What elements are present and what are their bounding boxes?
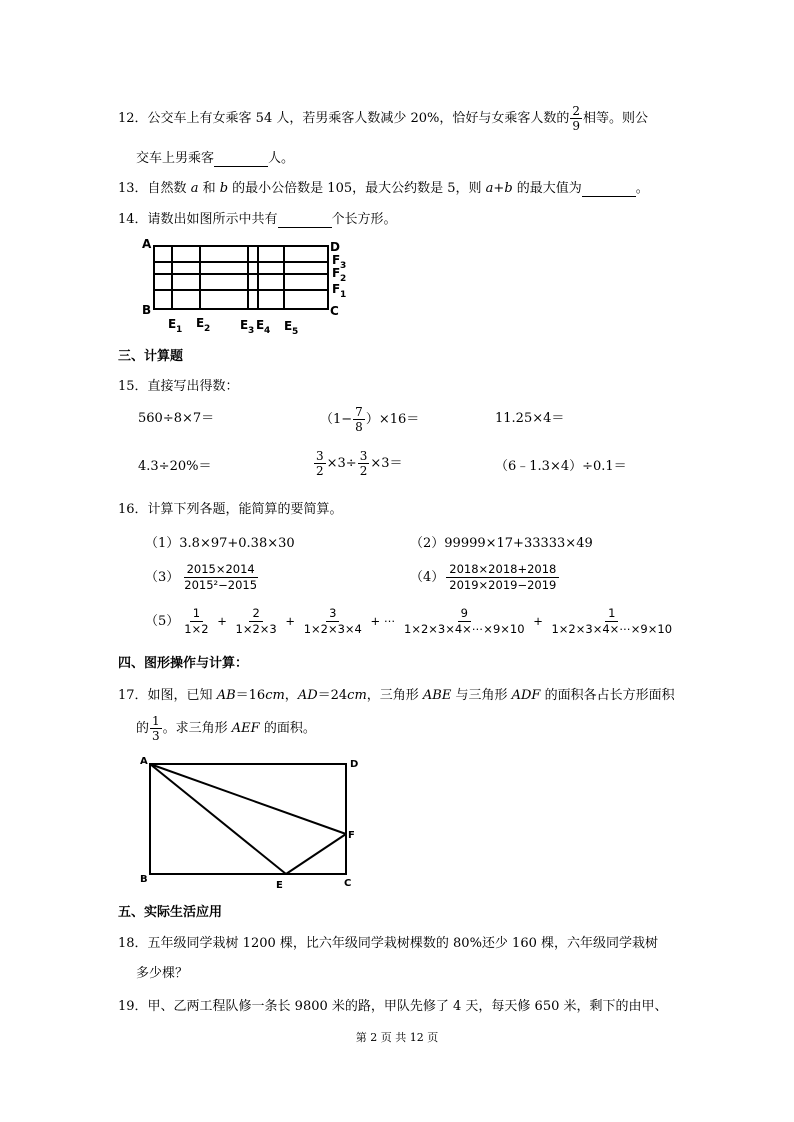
q16-part-3: （3） $\frac{2015\times 2014}{\text{2015²−2015}}$ (145, 562, 258, 592)
q17-label-f: F (348, 830, 355, 841)
q14-label-f1: F (332, 282, 341, 296)
q12-line1: 12．公交车上有女乘客 54 人，若男乘客人数减少 20%，恰好与女乘客人数的 $\frac{2}{9}$ 相等。则公 (118, 104, 649, 133)
q16-part-5: （5） $\frac{1}{1\times 2}$ + $\frac{2}{1\times 2\times 3}$ + $\frac{3}{1\times 2\times 3\times 4}$ + ⋯ $\frac{9}{1\times 2\times 3\times 4\times\cdots\times 9\times 10}$ + $\frac{1}{1\times 2\times 3\times 4\times\cdots\times 9\times 10}$ (145, 606, 673, 636)
q14-label-e2: E (196, 316, 205, 330)
q14-answer-blank[interactable] (278, 212, 332, 228)
svg-text:3: 3 (340, 261, 347, 271)
section-5-heading: 五、实际生活应用 (118, 905, 223, 920)
q16-part-1: （1）3.8×97+0.38×30 (145, 536, 295, 551)
q14-label-e1: E (168, 317, 177, 331)
q16-title: 16．计算下列各题，能简算的要简算。 (118, 502, 343, 517)
q19-line1: 19．甲、乙两工程队修一条长 9800 米的路，甲队先修了 4 天，每天修 650 米，剩下的由甲、 (118, 999, 668, 1014)
q14-rectangle-figure (138, 236, 358, 336)
q17-label-c: C (344, 878, 352, 889)
svg-text:4: 4 (264, 326, 271, 336)
q15-item-1: 560÷8×7＝ (138, 411, 215, 426)
q18-line2: 多少棵？ (136, 966, 189, 981)
q13-answer-blank[interactable] (582, 181, 636, 197)
q15-item-4: 4.3÷20%＝ (138, 459, 212, 474)
q15-item-5: $\frac{3}{2}$ ×3÷ $\frac{3}{2}$ ×3＝ (316, 449, 403, 478)
svg-text:3: 3 (248, 326, 255, 336)
q14-label-e4: E (256, 318, 265, 332)
q16-part-2: （2）99999×17+33333×49 (410, 536, 593, 551)
page-footer: 第 2 页 共 12 页 (355, 1031, 439, 1044)
q13-line: 13．自然数 a 和 b 的最小公倍数是 105，最大公约数是 5，则 a+b 的最大值为 。 (118, 181, 649, 196)
q15-item-6: （6﹣1.3×4）÷0.1＝ (495, 459, 627, 474)
q14-label-f3: F (332, 253, 341, 267)
q18-line1: 18．五年级同学栽树 1200 棵，比六年级同学栽树棵数的 80%还少 160 棵，六年级同学栽树 (118, 936, 658, 951)
q14-label-e5: E (284, 319, 293, 333)
q14-label-c: C (330, 304, 339, 318)
q14-label-a: A (142, 237, 152, 251)
svg-text:1: 1 (176, 325, 183, 335)
q14-label-f2: F (332, 266, 341, 280)
q14-label-e3: E (240, 318, 249, 332)
q15-item-2: （1− $\frac{7}{8}$ ）×16＝ (320, 405, 420, 434)
q15-title: 15．直接写出得数： (118, 379, 239, 394)
q17-line2: 的 $\frac{1}{3}$ 。求三角形 AEF 的面积。 (136, 714, 316, 743)
svg-text:2: 2 (204, 324, 211, 334)
q14-label-d: D (330, 240, 340, 254)
q12-fraction: $\frac{2}{9}$ (572, 104, 581, 133)
q17-label-e: E (276, 880, 283, 891)
q12-text: 12．公交车上有女乘客 54 人，若男乘客人数减少 20%，恰好与女乘客人数的 (118, 111, 570, 126)
q12-line2: 交车上男乘客 人。 (136, 151, 295, 166)
q17-label-a: A (140, 756, 148, 767)
svg-text:5: 5 (292, 327, 299, 336)
svg-text:1: 1 (340, 290, 347, 300)
section-3-heading: 三、计算题 (118, 349, 184, 364)
svg-text:2: 2 (340, 274, 347, 284)
q15-item-3: 11.25×4＝ (495, 411, 565, 426)
q17-label-d: D (350, 759, 359, 770)
q16-part-4: （4） $\frac{2018\times 2018+2018}{2019\times 2019-2019}$ (410, 562, 561, 593)
q17-line1: 17．如图，已知 AB＝16cm，AD＝24cm，三角形 ABE 与三角形 ADF 的面积各占长方形面积 (118, 688, 675, 703)
q17-label-b: B (140, 874, 148, 885)
q14-line: 14．请数出如图所示中共有 个长方形。 (118, 212, 397, 227)
section-4-heading: 四、图形操作与计算： (118, 656, 249, 671)
q12-answer-blank[interactable] (214, 151, 268, 167)
q17-figure (138, 752, 368, 892)
q14-label-b: B (142, 303, 152, 317)
